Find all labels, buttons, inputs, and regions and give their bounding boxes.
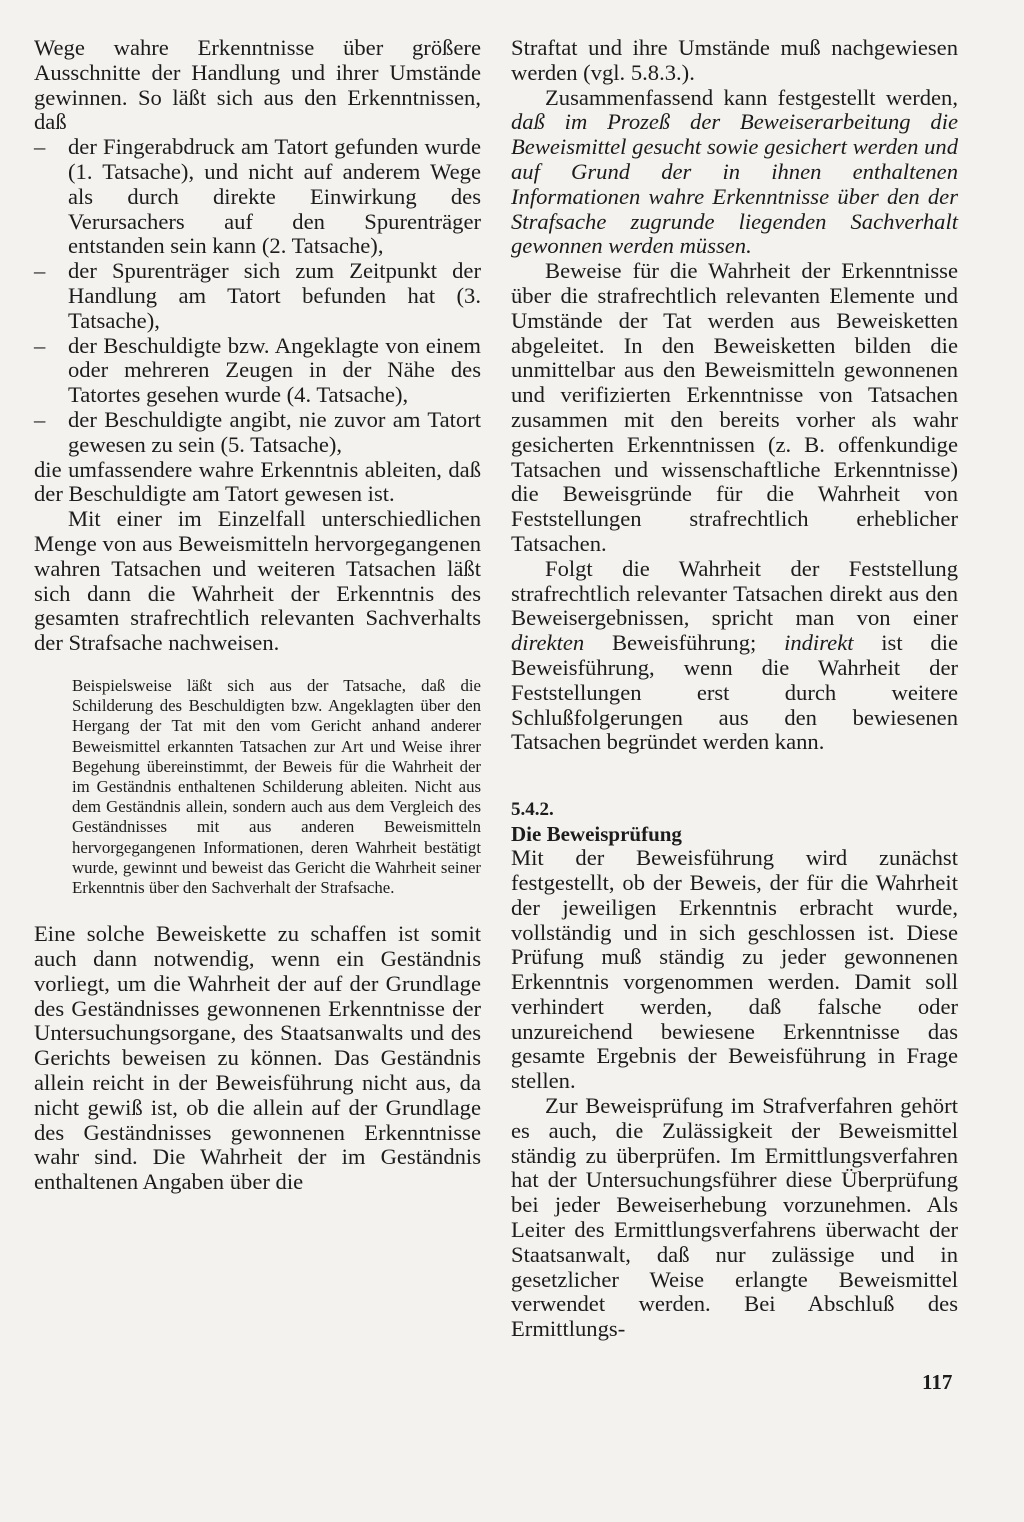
page-number: 117 (922, 1370, 953, 1394)
dash-marker: – (34, 134, 46, 160)
right-column (511, 36, 958, 1342)
fact-list (34, 135, 481, 457)
paragraph-conclusion: die umfassendere wahre Erkenntnis ableiten, daß der Beschuldigte am Tatort gewesen ist. (34, 456, 481, 507)
list-item: – der Fingerabdruck am Tatort gefunden wurde (1. Tatsache), und nicht auf anderem Wege als durch direkte Einwirkung des Verursachers auf den Spurenträger entstanden sein kann (2. Tatsache), (34, 134, 481, 259)
section-title: Die Beweisprüfung (511, 822, 682, 847)
section-number: 5.4.2. (511, 799, 554, 821)
paragraph-continuation: Straftat und ihre Umstände muß nachgewiesen werden (vgl. 5.8.3.). (511, 35, 958, 85)
emphasis-text: direkten (511, 630, 585, 656)
paragraph-body: Beweise für die Wahrheit der Erkenntnisse über die strafrechtlich relevanten Elemente und Umstände der Tat werden aus Beweisketten abgeleitet. In den Beweisketten bilden die unmittelbar aus den Beweismitteln gewonnenen und verifizierten Erkenntnisse von Tatsachen zusammen mit den bereits vorher als wahr gesicherten Erkenntnissen (z. B. offenkundige Tatsachen und wissenschaftliche Erkenntnisse) die Beweisgründe für die Wahrheit von Feststellungen strafrechtlich erheblicher Tatsachen. (511, 258, 958, 556)
list-item: – der Spurenträger sich zum Zeitpunkt der Handlung am Tatort befunden hat (3. Tatsache), (34, 258, 481, 333)
paragraph-body: Folgt die Wahrheit der Feststellung strafrechtlich relevanter Tatsachen direkt aus den Beweisergebnissen, spricht man von einer direkten Beweisführung; indirekt ist die Beweisführung, wenn die Wahrheit der Feststellungen erst durch weitere Schlußfolgerungen aus den bewiesenen Tatsachen begründet werden kann. (511, 555, 958, 755)
paragraph-summary: Zusammenfassend kann festgestellt werden, daß im Prozeß der Beweiserarbeitung die Beweismittel gesucht sowie gesichert werden und auf Grund der in ihnen enthaltenen Informationen wahre Erkenntnisse über den der Strafsache zugrunde liegenden Sachverhalt gewonnen werden müssen. (511, 84, 958, 259)
left-column (34, 36, 481, 1195)
dash-marker: – (34, 258, 46, 284)
paragraph-body: Mit der Beweisführung wird zunächst festgestellt, ob der Beweis, der für die Wahrheit der jeweiligen Erkenntnis erbracht wurde, vollständig und in sich geschlossen ist. Diese Prüfung muß ständig zu jeder gewonnenen Erkenntnis vorgenommen werden. Damit soll verhindert werden, daß falsche oder unzureichend bewiesene Erkenntnisse das gesamte Ergebnis der Beweisführung in Frage stellen. (511, 845, 958, 1094)
emphasis-text: daß im Prozeß der Beweiserarbeitung die Beweismittel gesucht sowie gesichert werden und auf Grund der in ihnen enthaltenen Informationen wahre Erkenntnisse über den der Strafsache zugrunde liegenden Sachverhalt gewonnen werden müssen. (511, 109, 958, 259)
emphasis-text: indirekt (784, 630, 854, 656)
paragraph-body: Zur Beweisprüfung im Strafverfahren gehört es auch, die Zulässigkeit der Beweismittel ständig zu überprüfen. Im Ermittlungsverfahren hat der Untersuchungsführer diese Überprüfung bei jeder Beweiserhebung vorzunehmen. Als Leiter des Ermittlungsverfahrens überwacht der Staatsanwalt, daß nur zulässige und in gesetzlicher Weise erlangte Beweismittel verwendet werden. Bei Abschluß des Ermittlungs- (511, 1093, 958, 1342)
dash-marker: – (34, 332, 46, 358)
example-block: Beispielsweise läßt sich aus der Tatsache, daß die Schilderung des Beschuldigten bzw. Angeklagten über den Hergang der Tat mit den vom Gericht anhand anderer Beweismittel erkannten Tatsachen zur Art und Weise ihrer Begehung übereinstimmt, der Beweis für die Wahrheit der im Geständnis enthaltenen Schilderung ableiten. Nicht aus dem Geständnis allein, sondern auch aus dem Vergleich des Geständnisses mit aus anderen Beweismitteln hervorgegangenen Informationen, deren Wahrheit bestätigt wurde, gewinnt und beweist das Gericht die Wahrheit seiner Erkenntnis über den Sachverhalt der Strafsache. (72, 675, 481, 897)
dash-marker: – (34, 406, 46, 432)
paragraph-body: Mit einer im Einzelfall unterschiedlichen Menge von aus Beweismitteln hervorgegangenen wahren Tatsachen und weiteren Tatsachen läßt sich dann die Wahrheit der Erkenntnis des gesamten strafrechtlich relevanten Sachverhalts der Strafsache nachweisen. (34, 506, 481, 656)
paragraph-intro: Wege wahre Erkenntnisse über größere Ausschnitte der Handlung und ihrer Umstände gewinnen. So läßt sich aus den Erkenntnissen, daß (34, 35, 481, 135)
list-item: – der Beschuldigte bzw. Angeklagte von einem oder mehreren Zeugen in der Nähe des Tatortes gesehen wurde (4. Tatsache), (34, 332, 481, 408)
list-item: – der Beschuldigte angibt, nie zuvor am Tatort gewesen zu sein (5. Tatsache), (34, 406, 481, 457)
paragraph-body: Eine solche Beweiskette zu schaffen ist somit auch dann notwendig, wenn ein Geständnis vorliegt, um die Wahrheit der auf der Grundlage des Geständnisses gewonnenen Erkenntnisse der Untersuchungsorgane, des Staatsanwalts und des Gerichts beweisen zu können. Das Geständnis allein reicht in der Beweisführung nicht aus, da nicht gewiß ist, ob die allein auf der Grundlage des Geständnisses gewonnenen Erkenntnisse wahr sind. Die Wahrheit der im Geständnis enthaltenen Angaben über die (34, 921, 481, 1195)
